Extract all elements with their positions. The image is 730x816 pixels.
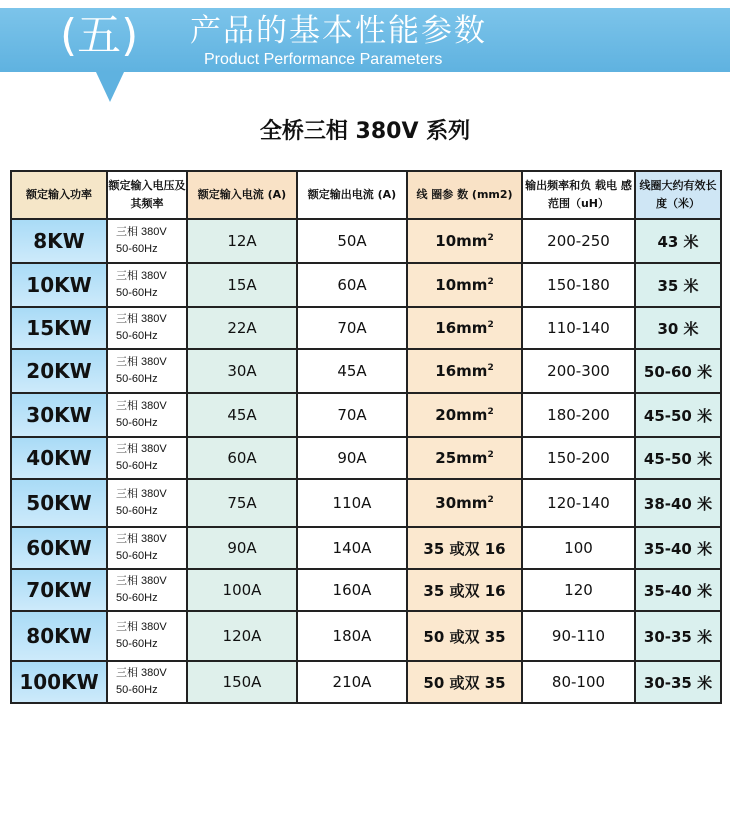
cell-voltage xyxy=(107,393,187,437)
voltage-frequency: 50-60Hz xyxy=(116,460,158,472)
cell-output-current: 210A xyxy=(297,661,407,703)
cell-coil xyxy=(407,527,522,569)
table-row xyxy=(11,219,721,263)
voltage-frequency: 50-60Hz xyxy=(116,373,158,385)
cell-coil xyxy=(407,307,522,349)
cell-input-current: 12A xyxy=(187,219,297,263)
cell-power: 30KW xyxy=(11,393,107,437)
coil-superscript: 2 xyxy=(487,450,494,460)
coil-value: 16mm xyxy=(435,362,488,380)
cell-length: 50-60 米 xyxy=(635,349,721,393)
voltage-phase: 三相 380V xyxy=(116,313,167,325)
cell-voltage xyxy=(107,569,187,611)
table-row xyxy=(11,661,721,703)
cell-length: 45-50 米 xyxy=(635,393,721,437)
cell-voltage xyxy=(107,349,187,393)
cell-frequency: 120-140 xyxy=(522,479,635,527)
cell-output-current: 70A xyxy=(297,393,407,437)
cell-frequency: 150-200 xyxy=(522,437,635,479)
cell-length: 30 米 xyxy=(635,307,721,349)
cell-length: 35-40 米 xyxy=(635,527,721,569)
cell-voltage xyxy=(107,307,187,349)
cell-coil xyxy=(407,661,522,703)
cell-voltage xyxy=(107,479,187,527)
cell-length: 35 米 xyxy=(635,263,721,307)
voltage-frequency: 50-60Hz xyxy=(116,684,158,696)
cell-input-current: 60A xyxy=(187,437,297,479)
coil-value: 10mm xyxy=(435,276,488,294)
cell-power: 40KW xyxy=(11,437,107,479)
cell-input-current: 30A xyxy=(187,349,297,393)
cell-voltage xyxy=(107,527,187,569)
voltage-phase: 三相 380V xyxy=(116,400,167,412)
voltage-phase: 三相 380V xyxy=(116,533,167,545)
voltage-frequency: 50-60Hz xyxy=(116,592,158,604)
coil-value: 50 或双 35 xyxy=(423,627,506,646)
cell-length: 38-40 米 xyxy=(635,479,721,527)
cell-input-current: 150A xyxy=(187,661,297,703)
cell-voltage xyxy=(107,219,187,263)
cell-frequency: 150-180 xyxy=(522,263,635,307)
header-input-current: 额定输入电流 (A) xyxy=(187,171,297,219)
voltage-frequency: 50-60Hz xyxy=(116,505,158,517)
cell-input-current: 120A xyxy=(187,611,297,661)
cell-input-current: 90A xyxy=(187,527,297,569)
voltage-phase: 三相 380V xyxy=(116,621,167,633)
cell-power: 20KW xyxy=(11,349,107,393)
series-title: 全桥三相 380V 系列 xyxy=(259,119,471,144)
coil-superscript: 2 xyxy=(487,320,494,330)
cell-frequency: 180-200 xyxy=(522,393,635,437)
cell-coil xyxy=(407,611,522,661)
cell-frequency: 120 xyxy=(522,569,635,611)
coil-superscript: 2 xyxy=(487,363,494,373)
voltage-frequency: 50-60Hz xyxy=(116,417,158,429)
section-number: (五) xyxy=(60,10,139,61)
cell-frequency: 80-100 xyxy=(522,661,635,703)
cell-power: 10KW xyxy=(11,263,107,307)
voltage-phase: 三相 380V xyxy=(116,270,167,282)
coil-superscript: 2 xyxy=(487,407,494,417)
cell-output-current: 140A xyxy=(297,527,407,569)
cell-output-current: 70A xyxy=(297,307,407,349)
table-row xyxy=(11,611,721,661)
header-rated-power: 额定输入功率 xyxy=(11,171,107,219)
voltage-frequency: 50-60Hz xyxy=(116,550,158,562)
voltage-phase: 三相 380V xyxy=(116,575,167,587)
table-row xyxy=(11,349,721,393)
header-rated-voltage: 额定输入电压及其频率 xyxy=(107,171,187,219)
cell-voltage xyxy=(107,263,187,307)
header-frequency: 输出频率和负 载电 感 范围（uH） xyxy=(522,171,635,219)
cell-coil xyxy=(407,219,522,263)
voltage-frequency: 50-60Hz xyxy=(116,330,158,342)
coil-superscript: 2 xyxy=(487,495,494,505)
cell-output-current: 110A xyxy=(297,479,407,527)
cell-length: 43 米 xyxy=(635,219,721,263)
coil-value: 20mm xyxy=(435,406,488,424)
cell-coil xyxy=(407,393,522,437)
cell-coil xyxy=(407,349,522,393)
cell-input-current: 15A xyxy=(187,263,297,307)
coil-value: 30mm xyxy=(435,494,488,512)
banner-pointer xyxy=(96,72,124,102)
cell-power: 15KW xyxy=(11,307,107,349)
coil-value: 25mm xyxy=(435,449,488,467)
cell-input-current: 22A xyxy=(187,307,297,349)
cell-power: 80KW xyxy=(11,611,107,661)
header-output-current: 额定输出电流 (A) xyxy=(297,171,407,219)
cell-power: 60KW xyxy=(11,527,107,569)
coil-superscript: 2 xyxy=(487,233,494,243)
table-row xyxy=(11,307,721,349)
table-row xyxy=(11,393,721,437)
cell-frequency: 100 xyxy=(522,527,635,569)
voltage-frequency: 50-60Hz xyxy=(116,638,158,650)
voltage-phase: 三相 380V xyxy=(116,226,167,238)
voltage-phase: 三相 380V xyxy=(116,356,167,368)
cell-length: 35-40 米 xyxy=(635,569,721,611)
cell-length: 45-50 米 xyxy=(635,437,721,479)
cell-input-current: 45A xyxy=(187,393,297,437)
cell-power: 50KW xyxy=(11,479,107,527)
cell-frequency: 200-300 xyxy=(522,349,635,393)
voltage-frequency: 50-60Hz xyxy=(116,243,158,255)
table-row xyxy=(11,569,721,611)
voltage-frequency: 50-60Hz xyxy=(116,287,158,299)
cell-input-current: 100A xyxy=(187,569,297,611)
voltage-phase: 三相 380V xyxy=(116,443,167,455)
cell-coil xyxy=(407,569,522,611)
cell-frequency: 110-140 xyxy=(522,307,635,349)
cell-coil xyxy=(407,263,522,307)
coil-value: 35 或双 16 xyxy=(423,539,506,558)
coil-value: 16mm xyxy=(435,319,488,337)
cell-voltage xyxy=(107,437,187,479)
section-subtitle: Product Performance Parameters xyxy=(204,51,443,68)
cell-coil xyxy=(407,479,522,527)
table-row xyxy=(11,437,721,479)
cell-output-current: 90A xyxy=(297,437,407,479)
cell-power: 8KW xyxy=(11,219,107,263)
section-title: 产品的基本性能参数 xyxy=(190,13,487,49)
coil-value: 35 或双 16 xyxy=(423,581,506,600)
cell-output-current: 50A xyxy=(297,219,407,263)
voltage-phase: 三相 380V xyxy=(116,488,167,500)
coil-value: 50 或双 35 xyxy=(423,673,506,692)
cell-input-current: 75A xyxy=(187,479,297,527)
cell-power: 100KW xyxy=(11,661,107,703)
header-coil-params: 线 圈参 数 (mm2) xyxy=(407,171,522,219)
voltage-phase: 三相 380V xyxy=(116,667,167,679)
table-row xyxy=(11,263,721,307)
cell-frequency: 90-110 xyxy=(522,611,635,661)
coil-value: 10mm xyxy=(435,232,488,250)
cell-output-current: 60A xyxy=(297,263,407,307)
cell-frequency: 200-250 xyxy=(522,219,635,263)
cell-length: 30-35 米 xyxy=(635,611,721,661)
table-row xyxy=(11,479,721,527)
cell-voltage xyxy=(107,661,187,703)
cell-coil xyxy=(407,437,522,479)
cell-output-current: 180A xyxy=(297,611,407,661)
performance-table xyxy=(10,170,722,704)
cell-length: 30-35 米 xyxy=(635,661,721,703)
table-row xyxy=(11,527,721,569)
header-coil-length: 线圈大约有效长度（米） xyxy=(635,171,721,219)
cell-output-current: 45A xyxy=(297,349,407,393)
cell-power: 70KW xyxy=(11,569,107,611)
coil-superscript: 2 xyxy=(487,277,494,287)
table-header-row xyxy=(11,171,721,219)
cell-output-current: 160A xyxy=(297,569,407,611)
cell-voltage xyxy=(107,611,187,661)
